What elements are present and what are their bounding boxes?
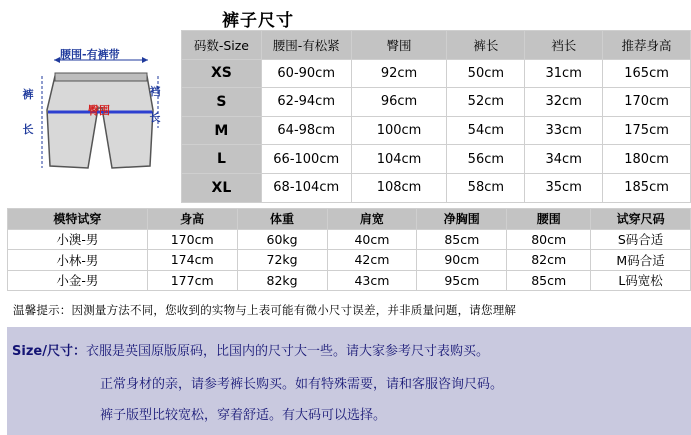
size-code: XL <box>182 173 262 202</box>
chest-value: 95cm <box>417 270 507 291</box>
height-value: 174cm <box>147 250 237 271</box>
pants-length-value: 56cm <box>447 145 525 174</box>
model-name: 小澳-男 <box>8 229 148 250</box>
shoulder-value: 43cm <box>327 270 417 291</box>
table-row <box>8 250 691 271</box>
waist-value: 62-94cm <box>261 88 351 117</box>
weight-value: 82kg <box>237 270 327 291</box>
table-row <box>8 270 691 291</box>
model-fit-table <box>7 208 691 291</box>
size-code: L <box>182 145 262 174</box>
crotch-length-value: 31cm <box>525 59 603 88</box>
shorts-diagram <box>0 28 180 198</box>
fit-size-value: S码合适 <box>591 229 691 250</box>
header-weight: 体重 <box>237 209 327 230</box>
size-note-line-1 <box>12 340 489 359</box>
waist-value: 85cm <box>507 270 591 291</box>
size-note-line-3: 裤子版型比较宽松，穿着舒适。有大码可以选择。 <box>100 408 387 423</box>
header-model: 模特试穿 <box>8 209 148 230</box>
model-name: 小林-男 <box>8 250 148 271</box>
hip-label: 臀围 <box>88 104 110 117</box>
header-fit-size: 试穿尺码 <box>591 209 691 230</box>
recommended-height-value: 185cm <box>603 173 691 202</box>
chest-value: 90cm <box>417 250 507 271</box>
crotch-length-label-1: 裆 <box>149 85 161 98</box>
pants-length-value: 54cm <box>447 116 525 145</box>
header-hip: 臀围 <box>351 31 447 60</box>
table-row <box>182 59 691 88</box>
waist-value: 80cm <box>507 229 591 250</box>
waist-value: 68-104cm <box>261 173 351 202</box>
hip-value: 100cm <box>351 116 447 145</box>
waist-value: 82cm <box>507 250 591 271</box>
shorts-outline <box>47 76 153 168</box>
size-code: XS <box>182 59 262 88</box>
chest-value: 85cm <box>417 229 507 250</box>
table-row <box>182 88 691 117</box>
header-chest: 净胸围 <box>417 209 507 230</box>
hip-value: 96cm <box>351 88 447 117</box>
crotch-length-value: 34cm <box>525 145 603 174</box>
header-height: 身高 <box>147 209 237 230</box>
page-title: 裤子尺寸 <box>222 11 294 31</box>
size-note-line-2: 正常身材的亲，请参考裤长购买。如有特殊需要，请和客服咨询尺码。 <box>100 377 504 392</box>
shoulder-value: 42cm <box>327 250 417 271</box>
recommended-height-value: 175cm <box>603 116 691 145</box>
crotch-length-value: 35cm <box>525 173 603 202</box>
pants-length-value: 50cm <box>447 59 525 88</box>
hip-value: 92cm <box>351 59 447 88</box>
pants-length-value: 52cm <box>447 88 525 117</box>
waist-label: 腰围-有裤带 <box>60 48 120 61</box>
weight-value: 60kg <box>237 229 327 250</box>
height-value: 170cm <box>147 229 237 250</box>
measurement-tip: 温馨提示：因测量方法不同，您收到的实物与上表可能有微小尺寸误差，并非质量问题，请您理解 <box>13 303 517 317</box>
header-size-code: 码数-Size <box>182 31 262 60</box>
header-waist: 腰围 <box>507 209 591 230</box>
recommended-height-value: 180cm <box>603 145 691 174</box>
hip-value: 104cm <box>351 145 447 174</box>
size-code: M <box>182 116 262 145</box>
model-name: 小金-男 <box>8 270 148 291</box>
fit-size-value: L码宽松 <box>591 270 691 291</box>
size-notes-panel <box>7 327 691 435</box>
pants-length-label-1: 裤 <box>22 88 34 101</box>
header-waist: 腰围-有松紧 <box>261 31 351 60</box>
pants-length-label-2: 长 <box>22 123 34 136</box>
waist-value: 66-100cm <box>261 145 351 174</box>
waist-value: 60-90cm <box>261 59 351 88</box>
header-shoulder: 肩宽 <box>327 209 417 230</box>
hip-value: 108cm <box>351 173 447 202</box>
waist-value: 64-98cm <box>261 116 351 145</box>
table-row <box>182 173 691 202</box>
size-code: S <box>182 88 262 117</box>
table-row <box>8 229 691 250</box>
header-crotch-length: 裆长 <box>525 31 603 60</box>
recommended-height-value: 165cm <box>603 59 691 88</box>
header-pants-length: 裤长 <box>447 31 525 60</box>
table-row <box>182 116 691 145</box>
size-note-label: Size/尺寸： <box>12 344 86 359</box>
fit-size-value: M码合适 <box>591 250 691 271</box>
header-recommended-height: 推荐身高 <box>603 31 691 60</box>
recommended-height-value: 170cm <box>603 88 691 117</box>
weight-value: 72kg <box>237 250 327 271</box>
size-chart-header-row <box>182 31 691 60</box>
height-value: 177cm <box>147 270 237 291</box>
crotch-length-value: 33cm <box>525 116 603 145</box>
pants-length-value: 58cm <box>447 173 525 202</box>
size-note-text-1: 衣服是英国原版原码，比国内的尺寸大一些。请大家参考尺寸表购买。 <box>85 344 489 359</box>
crotch-length-value: 32cm <box>525 88 603 117</box>
model-table-header-row <box>8 209 691 230</box>
shoulder-value: 40cm <box>327 229 417 250</box>
crotch-length-label-2: 长 <box>149 111 161 124</box>
table-row <box>182 145 691 174</box>
size-chart-table <box>181 30 691 203</box>
